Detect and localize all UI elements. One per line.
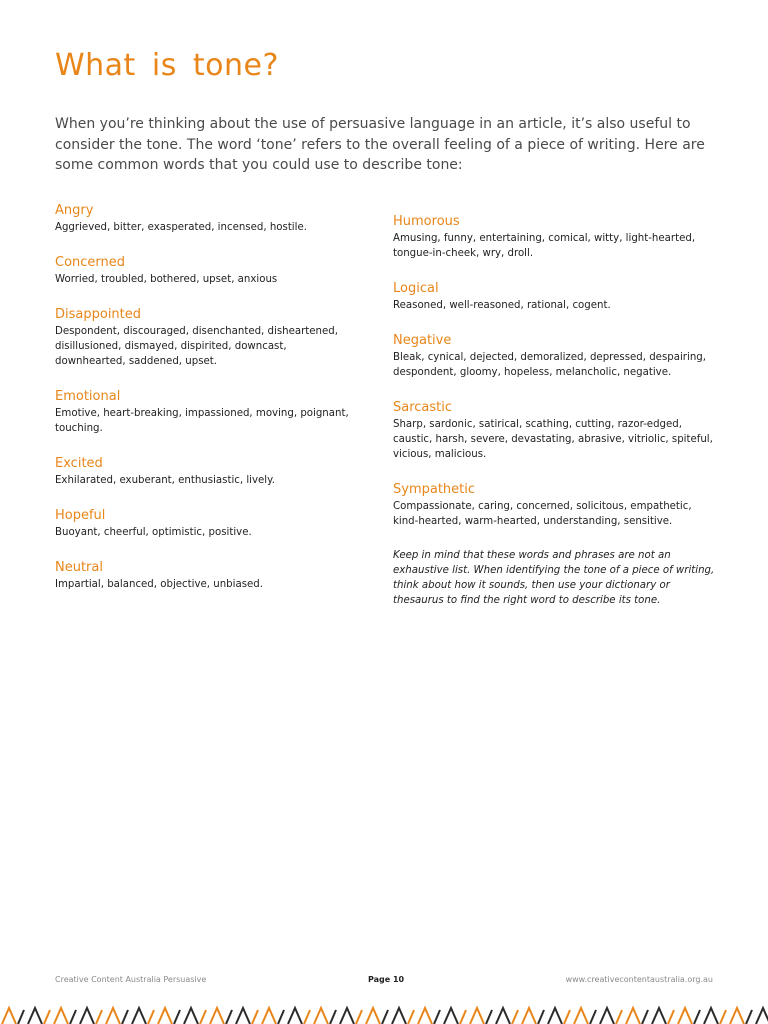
tone-words: Aggrieved, bitter, exasperated, incensed, hostile. [55, 222, 307, 233]
border-triangle [756, 1008, 768, 1024]
tone-heading: Emotional [55, 389, 121, 404]
border-triangle [314, 1008, 328, 1024]
border-triangle [496, 1008, 510, 1024]
border-slash [278, 1010, 284, 1024]
border-slash [434, 1010, 440, 1024]
tone-words: Sharp, sardonic, satirical, scathing, cutting, razor-edged, caustic, harsh, severe, devastating, abrasive, vitriolic, spiteful, vicious, malicious. [393, 419, 713, 460]
tone-words: Exhilarated, exuberant, enthusiastic, lively. [55, 475, 275, 486]
border-triangle [626, 1008, 640, 1024]
tone-words: Reasoned, well-reasoned, rational, cogent. [393, 300, 611, 311]
tone-group-sympathetic [393, 481, 718, 529]
tone-heading: Hopeful [55, 508, 106, 523]
border-triangle [288, 1008, 302, 1024]
border-triangle [418, 1008, 432, 1024]
border-slash [18, 1010, 24, 1024]
border-triangle [522, 1008, 536, 1024]
border-slash [330, 1010, 336, 1024]
tone-words: Amusing, funny, entertaining, comical, witty, light-hearted, tongue-in-cheek, wry, droll. [393, 233, 696, 259]
border-slash [408, 1010, 414, 1024]
border-slash [746, 1010, 752, 1024]
tone-group-excited [55, 455, 355, 488]
border-slash [694, 1010, 700, 1024]
border-slash [720, 1010, 726, 1024]
border-slash [616, 1010, 622, 1024]
border-triangle [28, 1008, 42, 1024]
tone-group-emotional [55, 388, 355, 436]
tone-heading: Neutral [55, 560, 103, 575]
border-triangle [678, 1008, 692, 1024]
border-triangle [548, 1008, 562, 1024]
footer-website-link[interactable]: www.creativecontentaustralia.org.au [565, 975, 713, 984]
border-triangle [444, 1008, 458, 1024]
tone-words: Worried, troubled, bothered, upset, anxious [55, 274, 278, 285]
border-triangle [392, 1008, 406, 1024]
left-tone-column [55, 202, 355, 611]
border-triangle [704, 1008, 718, 1024]
footer-publication: Creative Content Australia Persuasive [55, 975, 207, 984]
border-slash [252, 1010, 258, 1024]
tone-group-logical [393, 280, 718, 313]
border-triangle [730, 1008, 744, 1024]
border-slash [96, 1010, 102, 1024]
border-triangle [340, 1008, 354, 1024]
border-slash [174, 1010, 180, 1024]
tone-heading: Negative [393, 333, 452, 348]
right-tone-column [393, 213, 718, 608]
footer-page-number: Page 10 [368, 975, 405, 984]
tone-heading: Sympathetic [393, 482, 476, 497]
border-triangle [652, 1008, 666, 1024]
tone-words: Impartial, balanced, objective, unbiased. [55, 579, 263, 590]
border-triangle [54, 1008, 68, 1024]
tone-words: Buoyant, cheerful, optimistic, positive. [55, 527, 252, 538]
border-slash [668, 1010, 674, 1024]
border-slash [460, 1010, 466, 1024]
border-slash [148, 1010, 154, 1024]
tone-heading: Humorous [393, 214, 460, 229]
border-triangle [262, 1008, 276, 1024]
note-paragraph: Keep in mind that these words and phrases are not an exhaustive list. When identifying the tone of a piece of writing, think about how it sounds, then use your dictionary or thesaurus to find the right word to describe its tone. [393, 550, 715, 606]
border-slash [564, 1010, 570, 1024]
border-triangle [600, 1008, 614, 1024]
tone-group-angry [55, 202, 355, 235]
border-slash [200, 1010, 206, 1024]
border-slash [642, 1010, 648, 1024]
border-triangle [210, 1008, 224, 1024]
tone-group-concerned [55, 254, 355, 287]
tone-group-sarcastic [393, 399, 718, 462]
border-slash [44, 1010, 50, 1024]
tone-group-disappointed [55, 306, 355, 369]
border-triangle [470, 1008, 484, 1024]
tone-heading: Concerned [55, 255, 126, 270]
border-slash [226, 1010, 232, 1024]
border-slash [70, 1010, 76, 1024]
border-triangle [158, 1008, 172, 1024]
border-slash [486, 1010, 492, 1024]
border-slash [304, 1010, 310, 1024]
tone-heading: Sarcastic [393, 400, 453, 415]
tone-words: Compassionate, caring, concerned, solicitous, empathetic, kind-hearted, warm-hearted, understanding, sensitive. [393, 501, 692, 527]
border-triangle [236, 1008, 250, 1024]
tone-group-humorous [393, 213, 718, 261]
tone-words: Bleak, cynical, dejected, demoralized, depressed, despairing, despondent, gloomy, hopeless, melancholic, negative. [393, 352, 706, 378]
decorative-border-pattern [0, 1004, 768, 1024]
border-slash [382, 1010, 388, 1024]
tone-heading: Logical [393, 281, 439, 296]
border-triangle [184, 1008, 198, 1024]
border-slash [512, 1010, 518, 1024]
page-title: What is tone? [55, 48, 279, 83]
tone-group-neutral [55, 559, 355, 592]
intro-paragraph: When you’re thinking about the use of persuasive language in an article, it’s also useful to consider the tone. The word ‘tone’ refers to the overall feeling of a piece of writing. Here are some common words that you could use to describe tone: [55, 116, 705, 173]
page-footer [55, 975, 713, 989]
tone-heading: Angry [55, 203, 94, 218]
tone-heading: Disappointed [55, 307, 142, 322]
border-slash [122, 1010, 128, 1024]
border-slash [590, 1010, 596, 1024]
tone-group-hopeful [55, 507, 355, 540]
border-slash [538, 1010, 544, 1024]
tone-group-negative [393, 332, 718, 380]
border-triangle [574, 1008, 588, 1024]
tone-words: Despondent, discouraged, disenchanted, disheartened, disillusioned, dismayed, dispirited, downcast, downhearted, saddened, upset. [55, 326, 338, 367]
border-triangle [80, 1008, 94, 1024]
tone-words: Emotive, heart-breaking, impassioned, moving, poignant, touching. [55, 408, 349, 434]
border-triangle [2, 1008, 16, 1024]
border-triangle [366, 1008, 380, 1024]
border-triangle [106, 1008, 120, 1024]
border-triangle [132, 1008, 146, 1024]
border-slash [356, 1010, 362, 1024]
tone-heading: Excited [55, 456, 103, 471]
